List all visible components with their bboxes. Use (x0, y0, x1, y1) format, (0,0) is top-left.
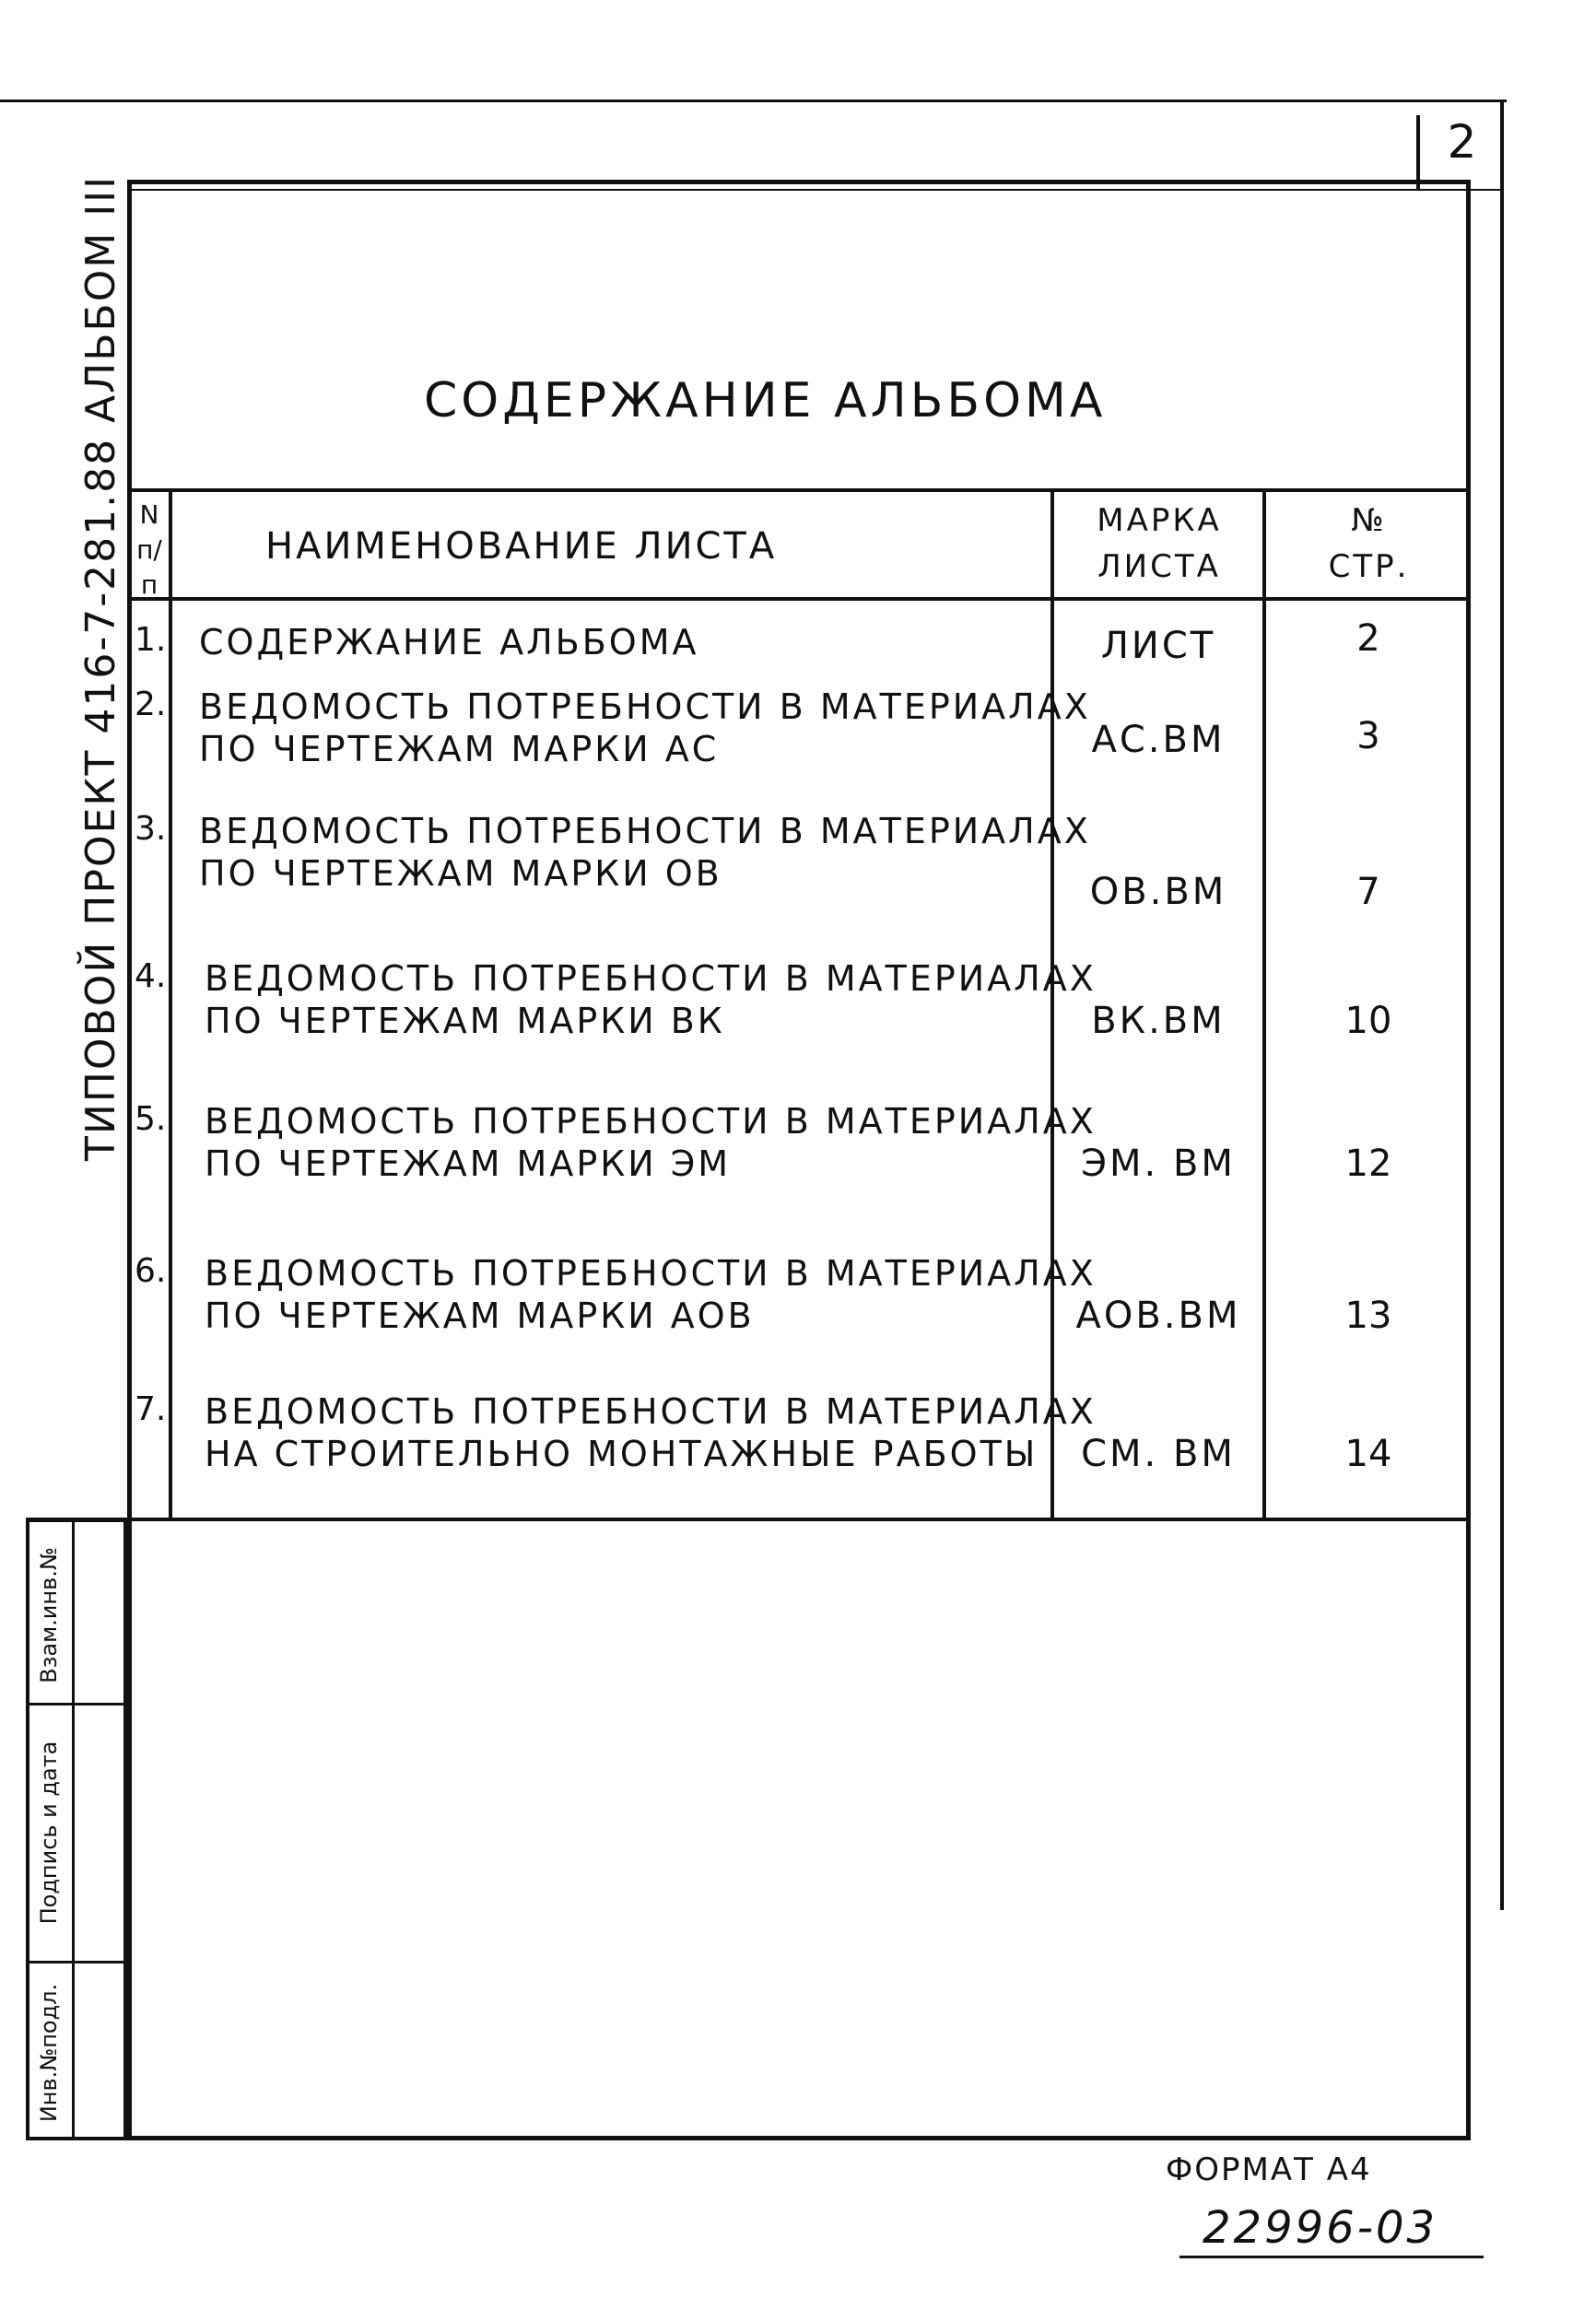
header-num (131, 498, 168, 603)
stamp-divider-vertical (72, 1518, 75, 2140)
outer-top-line (0, 100, 1507, 102)
doc-number-underline (1179, 2256, 1484, 2258)
header-num-line1: N (139, 499, 159, 530)
row-mark: ЛИСТ (1100, 625, 1216, 667)
row-name-line2: НА СТРОИТЕЛЬНО МОНТАЖНЫЕ РАБОТЫ (205, 1434, 1039, 1474)
header-page (1270, 498, 1468, 590)
outer-right-line (1500, 100, 1504, 1910)
table-header-line (127, 597, 1471, 601)
row-mark: ЭМ. ВМ (1081, 1143, 1236, 1185)
row-name (199, 810, 1091, 895)
table-row (127, 1096, 1471, 1225)
row-name-line2: ПО ЧЕРТЕЖАМ МАРКИ ОВ (199, 853, 722, 894)
row-page: 12 (1344, 1143, 1392, 1185)
row-name (205, 957, 1097, 1042)
row-mark: СМ. ВМ (1081, 1433, 1236, 1475)
table-bottom-line (26, 1518, 1471, 1521)
row-mark: ОВ.ВМ (1089, 871, 1227, 913)
row-mark: АС.ВМ (1091, 719, 1226, 761)
stamp-label-zam: Взам.инв.№ (36, 1547, 62, 1683)
row-page: 14 (1344, 1433, 1392, 1475)
header-page-line1: № (1351, 502, 1387, 539)
row-page: 7 (1356, 871, 1380, 913)
row-name-line1: ВЕДОМОСТЬ ПОТРЕБНОСТИ В МАТЕРИАЛАХ (205, 1391, 1097, 1432)
header-num-line2: п/п (136, 534, 162, 600)
table-row (127, 1387, 1471, 1516)
row-name-line1: ВЕДОМОСТЬ ПОТРЕБНОСТИ В МАТЕРИАЛАХ (199, 811, 1091, 851)
table-row (127, 806, 1471, 935)
stamp-label-podpis: Подпись и дата (36, 1741, 62, 1925)
header-mark (1058, 498, 1261, 590)
row-name-line2: ПО ЧЕРТЕЖАМ МАРКИ АС (199, 729, 720, 769)
header-page-line2: СТР. (1328, 548, 1410, 585)
table-row (127, 1248, 1471, 1377)
row-name-line1: ВЕДОМОСТЬ ПОТРЕБНОСТИ В МАТЕРИАЛАХ (205, 958, 1097, 999)
row-num: 6. (135, 1252, 167, 1290)
row-name-line1: ВЕДОМОСТЬ ПОТРЕБНОСТИ В МАТЕРИАЛАХ (205, 1253, 1097, 1294)
row-name (205, 1390, 1097, 1475)
table-row (127, 617, 1471, 682)
row-name-line2: ПО ЧЕРТЕЖАМ МАРКИ ВК (205, 1001, 725, 1041)
row-name (205, 1100, 1097, 1185)
row-num: 5. (135, 1100, 167, 1138)
row-name-line1: ВЕДОМОСТЬ ПОТРЕБНОСТИ В МАТЕРИАЛАХ (199, 686, 1091, 727)
sheet-number-box-left (1416, 115, 1420, 189)
row-name-line1: СОДЕРЖАНИЕ АЛЬБОМА (199, 622, 699, 662)
contents-table (127, 488, 1471, 1520)
table-top-line (127, 488, 1471, 492)
row-page: 2 (1356, 617, 1380, 660)
page-title: СОДЕРЖАНИЕ АЛЬБОМА (424, 373, 1107, 428)
header-mark-line2: ЛИСТА (1097, 548, 1221, 585)
row-name-line2: ПО ЧЕРТЕЖАМ МАРКИ АОВ (205, 1295, 755, 1336)
row-num: 3. (135, 810, 167, 848)
row-page: 13 (1344, 1295, 1392, 1337)
row-name (199, 621, 698, 663)
format-label: ФОРМАТ А4 (1166, 2151, 1372, 2188)
row-name (205, 1252, 1097, 1337)
header-name: НАИМЕНОВАНИЕ ЛИСТА (265, 525, 778, 568)
row-num: 7. (135, 1390, 167, 1428)
row-name-line2: ПО ЧЕРТЕЖАМ МАРКИ ЭМ (205, 1143, 732, 1184)
header-mark-line1: МАРКА (1097, 502, 1222, 539)
table-row (127, 682, 1471, 792)
row-num: 2. (135, 686, 167, 723)
sheet-number: 2 (1447, 115, 1480, 169)
doc-number: 22996-03 (1203, 2202, 1438, 2254)
row-name (199, 686, 1091, 770)
row-page: 10 (1344, 1000, 1392, 1042)
row-num: 1. (135, 621, 167, 659)
table-row (127, 954, 1471, 1083)
row-num: 4. (135, 957, 167, 995)
row-mark: АОВ.ВМ (1075, 1295, 1241, 1337)
row-mark: ВК.ВМ (1091, 1000, 1226, 1042)
inner-top-double-line (127, 189, 1500, 191)
row-page: 3 (1356, 715, 1380, 757)
stamp-label-inv: Инв.№подл. (36, 1983, 62, 2123)
side-project-label: ТИПОВОЙ ПРОЕКТ 416-7-281.88 АЛЬБОМ III (77, 174, 124, 1161)
row-name-line1: ВЕДОМОСТЬ ПОТРЕБНОСТИ В МАТЕРИАЛАХ (205, 1101, 1097, 1142)
